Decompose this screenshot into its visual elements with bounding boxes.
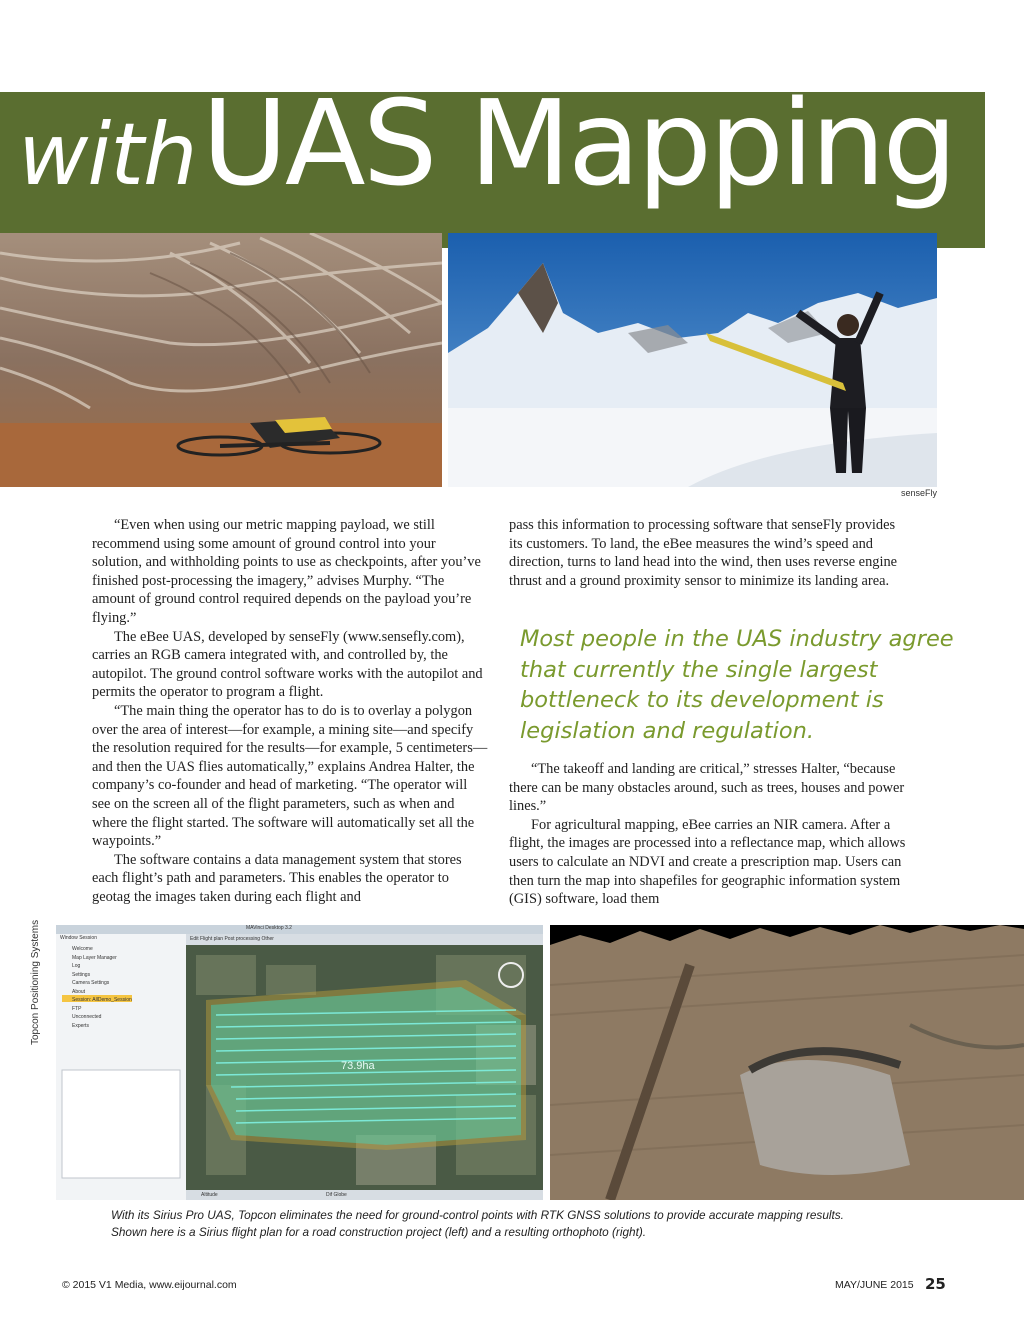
screenshot-credit: Topcon Positioning Systems	[30, 919, 41, 1045]
tree-item: Map Layer Manager	[72, 954, 117, 961]
tree-item: FTP	[72, 1005, 82, 1012]
article-column-right-top	[509, 516, 909, 590]
footer-issue: MAY/JUNE 2015	[835, 1279, 914, 1291]
pull-quote: Most people in the UAS industry agree that currently the single largest bottleneck to its development is legislation and regulation.	[520, 626, 954, 744]
paragraph: The software contains a data management system that stores each flight’s path and parameters. This enables the operator to geotag the images taken during each flight and	[92, 851, 462, 905]
mine-drone-illustration	[0, 233, 442, 487]
menu-session: Session	[79, 935, 97, 941]
tree-item: Session: AllDemo_Session	[72, 997, 132, 1003]
paragraph: The eBee UAS, developed by senseFly (www.sensefly.com), carries an RGB camera integrated with, and controlled by, the autopilot. The ground control software works with the autopilot and permits the operator to program a flight.	[92, 628, 483, 701]
map-area-label: 73.9ha	[341, 1060, 375, 1072]
session-tree	[72, 945, 132, 1030]
title-with: with	[18, 105, 197, 205]
orthophoto-illustration	[550, 925, 1024, 1200]
article-title	[18, 74, 955, 212]
software-title: MAVinci Desktop 3.2	[246, 925, 292, 931]
toolbar-post: Post processing	[224, 936, 261, 942]
paragraph: pass this information to processing software that senseFly provides its customers. To land, the eBee measures the wind’s speed and direction, turns to land head into the wind, then uses reverse engine thrust and a ground proximity sensor to minimize its landing area.	[509, 517, 898, 589]
paragraph: “The takeoff and landing are critical,” stresses Halter, “because there can be many obstacles around, such as trees, houses and power lines.”	[509, 761, 905, 815]
tree-item: Log	[72, 963, 81, 969]
caption-line: With its Sirius Pro UAS, Topcon eliminates the need for ground-control points with RTK GNSS solutions to provide accurate mapping results.	[111, 1208, 844, 1222]
alps-launch-photo	[448, 233, 937, 487]
caption-line: Shown here is a Sirius flight plan for a road construction project (left) and a resulting orthophoto (right).	[111, 1225, 647, 1239]
page-number: 25	[925, 1275, 946, 1293]
menu-window: Window	[60, 935, 78, 941]
footer-copyright: © 2015 V1 Media, www.eijournal.com	[62, 1279, 237, 1291]
paragraph: For agricultural mapping, eBee carries an NIR camera. After a flight, the images are processed into a reflectance map, which allows users to calculate an NDVI and create a prescription map. Users can then turn the map into shapefiles for geographic information system (GIS) software, load them	[509, 816, 906, 908]
tree-item: Settings	[72, 971, 91, 978]
toolbar-other: Other	[261, 936, 274, 942]
figure-caption	[111, 1207, 871, 1241]
status-globe: Dif Globe	[326, 1192, 347, 1198]
tree-item: Welcome	[72, 946, 93, 952]
flight-plan-software-screenshot	[56, 925, 543, 1200]
tree-item: Unconnected	[72, 1014, 102, 1020]
article-column-right-bottom	[509, 760, 909, 909]
tree-item: Experts	[72, 1022, 89, 1029]
toolbar-edit: Edit Flight plan	[190, 936, 224, 942]
tree-item: Camera Settings	[72, 980, 110, 986]
mine-drone-photo	[0, 233, 442, 487]
title-uas-mapping: UAS Mapping	[201, 74, 955, 212]
paragraph: “The main thing the operator has to do is to overlay a polygon over the area of interest—for example, a mining site—and specify the resolution required for the results—for example, 5 centimeters—and then the UAS flies automatically,” explains Andrea Halter, the company’s co-founder and head of marketing. “The operator will see on the screen all of the flight parameters, such as when and where the flight started. The software will automatically set all the waypoints.”	[92, 702, 488, 850]
tree-item: About	[72, 988, 86, 995]
status-altitude: Altitude	[201, 1192, 218, 1198]
paragraph: “Even when using our metric mapping payload, we still recommend using some amount of ground control into your solution, and withholding points to use as checkpoints, after you’ve finished post-processing the imagery,” advises Murphy. “The amount of ground control required depends on the payload you’re flying.”	[92, 517, 481, 626]
alps-launch-illustration	[448, 233, 937, 487]
article-column-left	[92, 516, 489, 906]
orthophoto	[550, 925, 1024, 1200]
photo-credit: senseFly	[900, 488, 937, 498]
